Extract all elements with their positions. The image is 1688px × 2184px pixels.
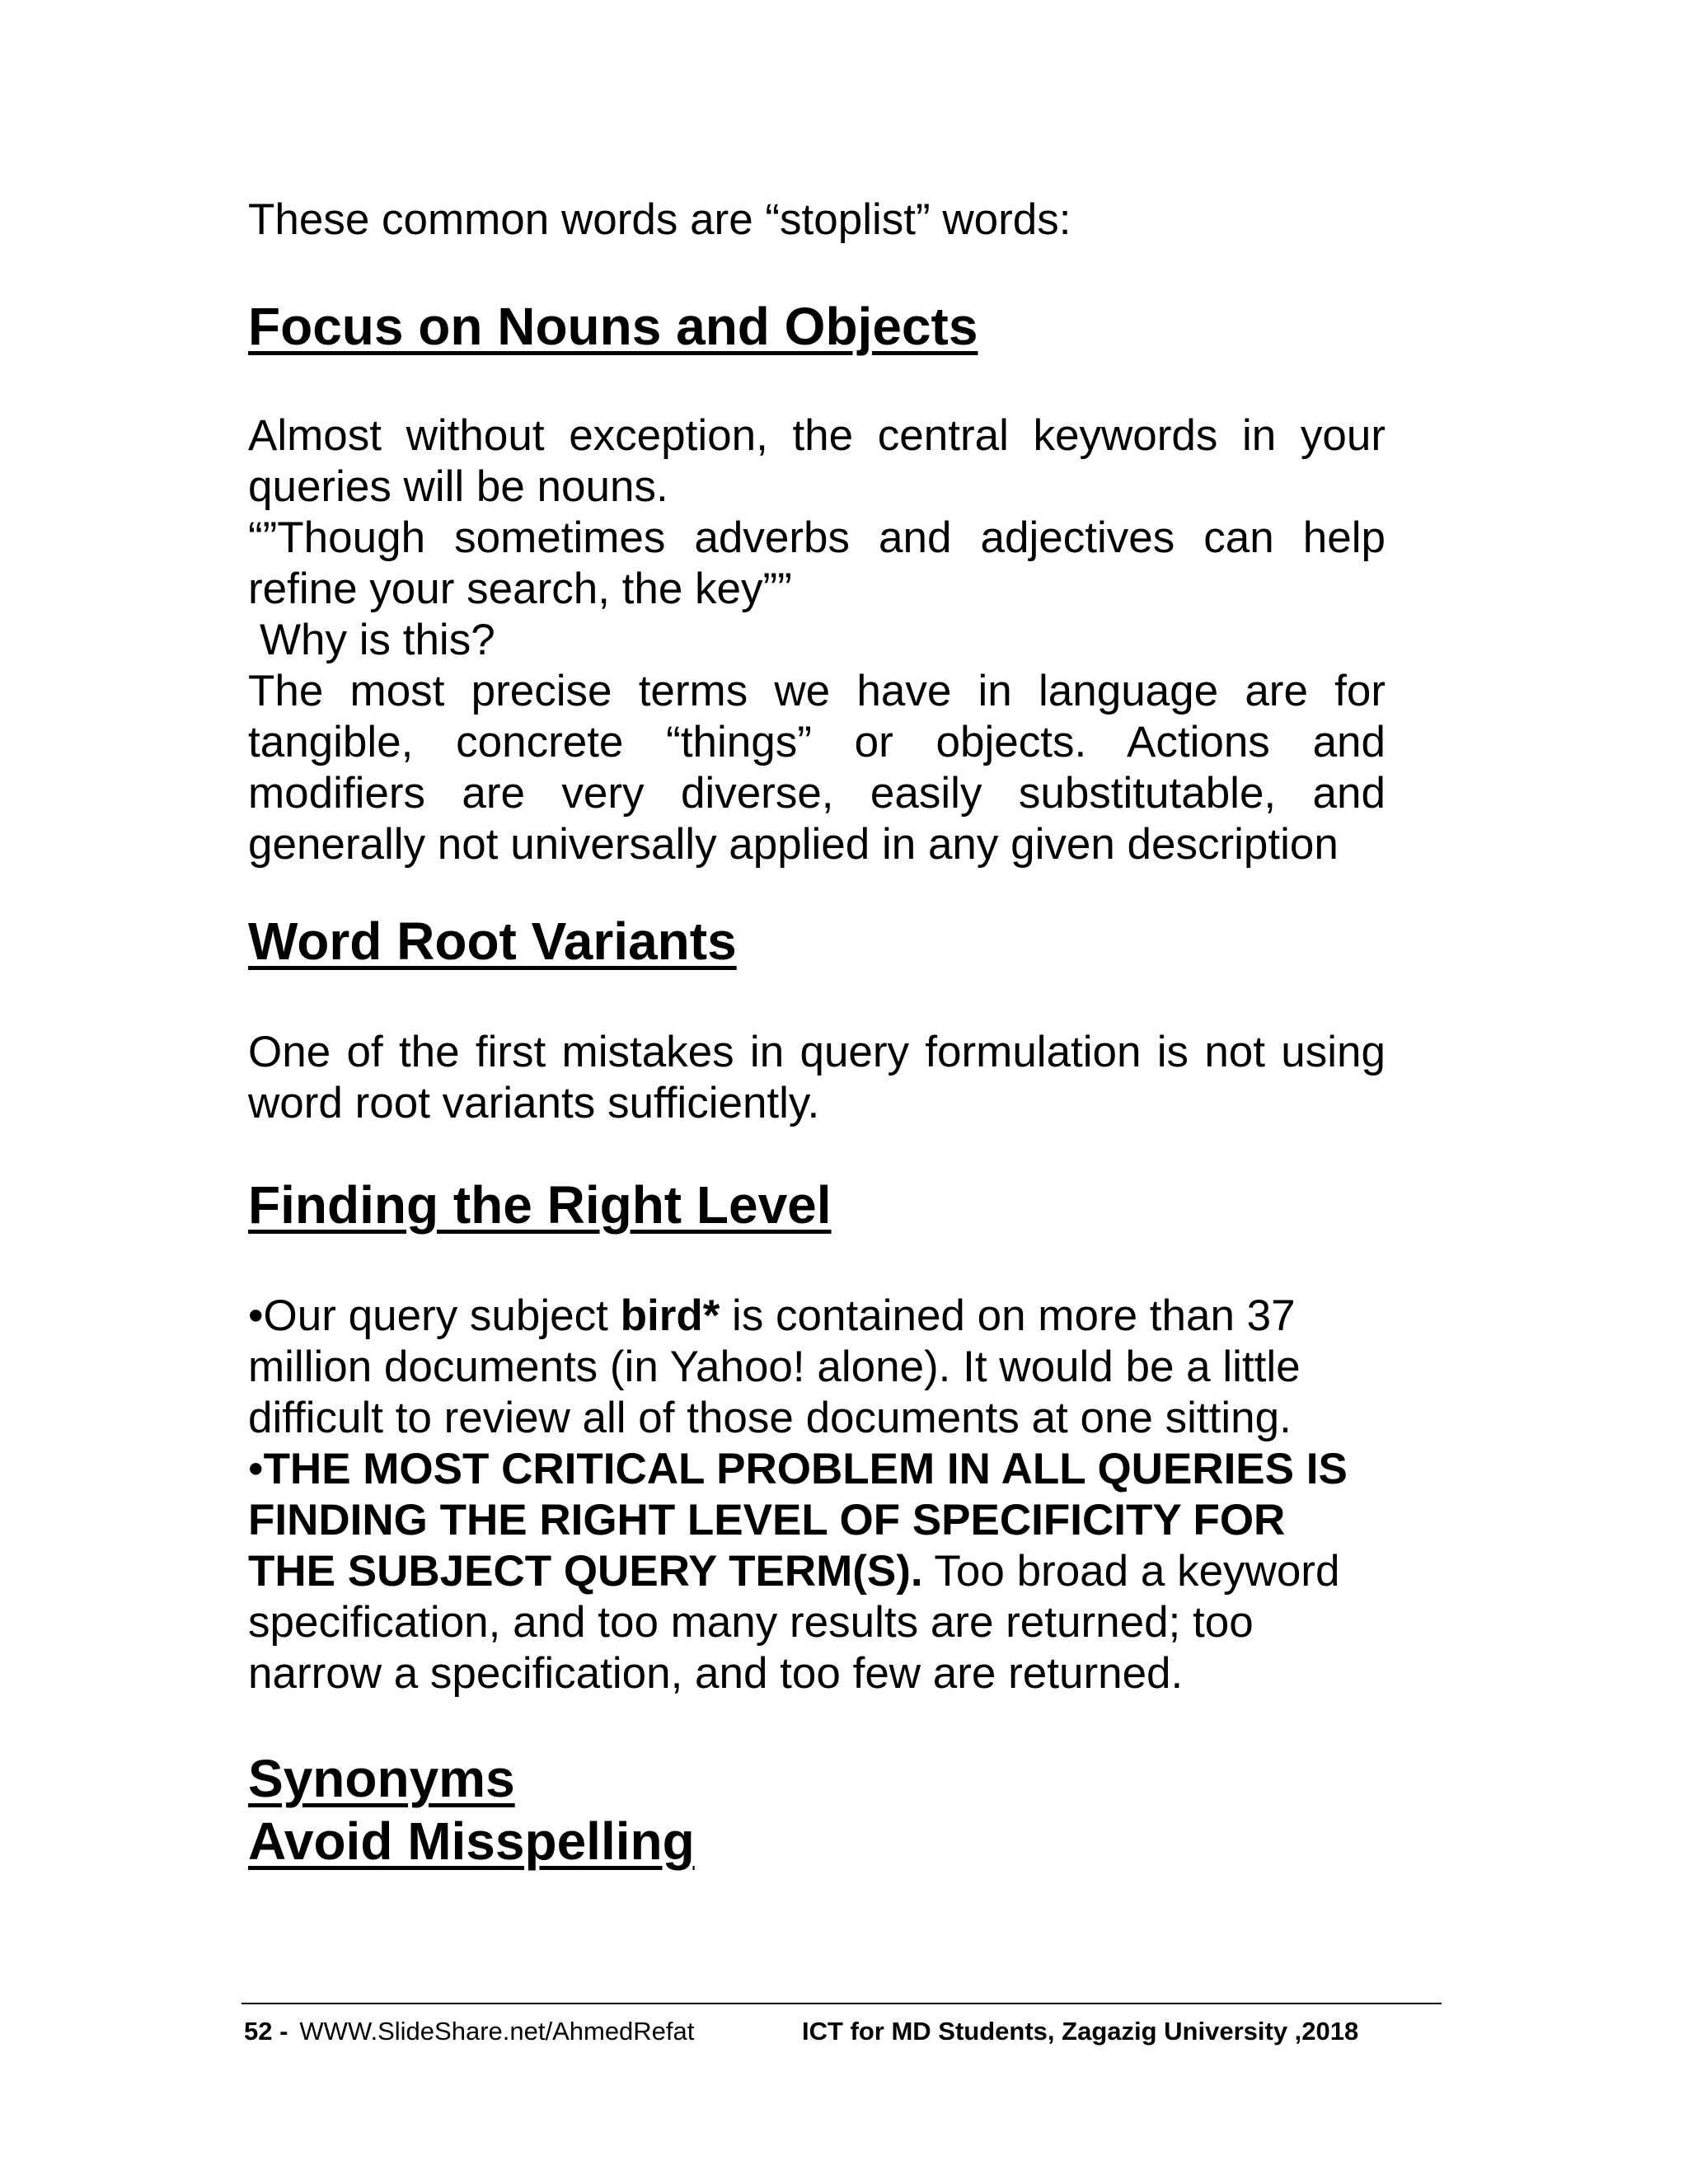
nouns-paragraph-2: “”Though sometimes adverbs and adjectives can help refine your search, the key””	[248, 513, 1386, 613]
footer-course-title: ICT for MD Students, Zagazig University ,2018	[802, 2017, 1359, 2046]
level-bullet-2	[248, 1444, 1379, 1699]
heading-focus-nouns: Focus on Nouns and Objects	[248, 297, 978, 356]
heading-avoid-misspelling: Avoid Misspelling	[248, 1811, 695, 1871]
level-bullet-2-bold-statement: THE MOST CRITICAL PROBLEM IN ALL QUERIES IS FINDING THE RIGHT LEVEL OF SPECIFICITY FOR THE SUBJECT QUERY TERM(S).	[248, 1445, 1348, 1596]
footer-site-link[interactable]: WWW.SlideShare.net/AhmedRefat	[299, 2017, 695, 2046]
heading-finding-right-level: Finding the Right Level	[248, 1175, 832, 1235]
nouns-paragraph-3: Why is this?	[260, 616, 495, 664]
heading-synonyms: Synonyms	[248, 1749, 515, 1808]
footer-page-number: 52 -	[244, 2017, 288, 2046]
root-paragraph: One of the first mistakes in query formulation is not using word root variants sufficiently.	[248, 1028, 1386, 1127]
level-bullet-1	[248, 1291, 1344, 1444]
level-bullet-1-bold-term: bird*	[620, 1291, 720, 1340]
intro-line: These common words are “stoplist” words:	[248, 195, 1071, 244]
level-bullet-2-rest: Too broad a keyword specification, and too many results are returned; too narrow a specification, and too few are returned.	[248, 1547, 1340, 1698]
level-bullet-2-marker: •	[248, 1445, 264, 1493]
level-bullet-1-lead: •Our query subject	[248, 1291, 621, 1340]
footer-divider	[241, 2003, 1442, 2004]
level-bullet-1-rest: is contained on more than 37 million documents (in Yahoo! alone). It would be a little difficult to review all of those documents at one sitting.	[248, 1291, 1301, 1442]
nouns-paragraph-4: The most precise terms we have in language are for tangible, concrete “things” or objects. Actions and modifiers are very diverse, easily substitutable, and generally not universally applied in any given description	[248, 667, 1386, 869]
nouns-paragraph-1: Almost without exception, the central keywords in your queries will be nouns.	[248, 411, 1386, 511]
page-footer	[244, 2015, 1359, 2048]
heading-word-root-variants: Word Root Variants	[248, 912, 737, 971]
